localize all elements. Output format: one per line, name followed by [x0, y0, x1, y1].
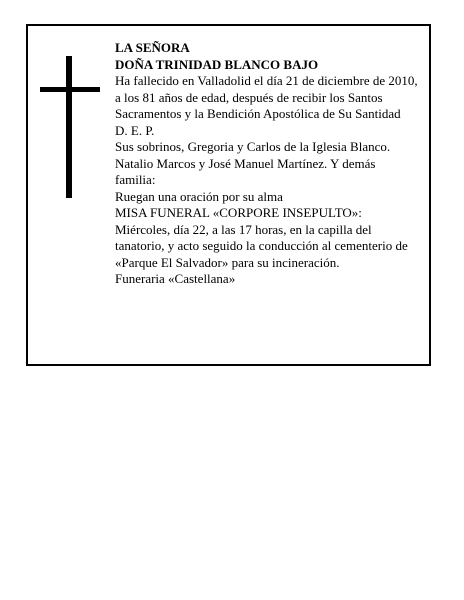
cross-icon	[40, 56, 100, 198]
funeral-home: Funeraria «Castellana»	[115, 271, 236, 286]
deceased-name: DOÑA TRINIDAD BLANCO BAJO	[115, 56, 319, 72]
family-list: Sus sobrinos, Gregoria y Carlos de la Iglesia Blanco. Natalio Marcos y José Manuel Martínez. Y demás familia:	[115, 139, 391, 187]
cross-horizontal-bar	[40, 87, 100, 92]
obituary-notice	[26, 24, 431, 366]
mass-details: Miércoles, día 22, a las 17 horas, en la capilla del tanatorio, y acto seguido la conducción al cementerio de «Parque El Salvador» para su incineración.	[115, 221, 408, 270]
cross-vertical-bar	[66, 56, 72, 198]
death-statement: Ha fallecido en Valladolid el día 21 de diciembre de 2010, a los 81 años de edad, después de recibir los Santos Sacramentos y la Bendición Apostólica de Su Santidad	[115, 73, 418, 121]
title-line-1: LA SEÑORA	[115, 40, 190, 55]
notice-text	[115, 40, 419, 288]
prayer-request: Ruegan una oración por su alma	[115, 188, 283, 204]
rip-text: D. E. P.	[115, 122, 155, 138]
mass-heading: MISA FUNERAL «CORPORE INSEPULTO»:	[115, 205, 362, 220]
